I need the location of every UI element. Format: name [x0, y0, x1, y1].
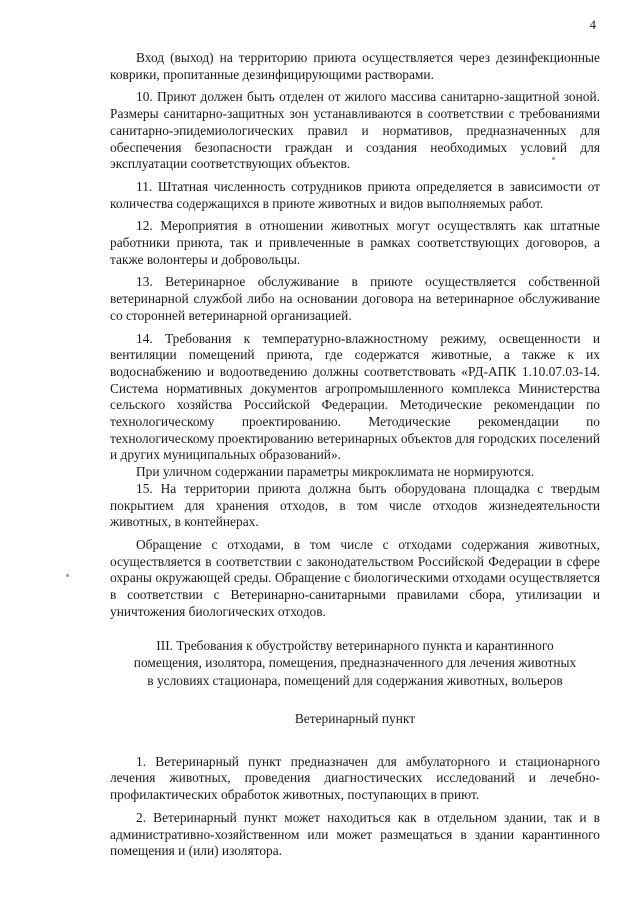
section-heading	[110, 637, 600, 690]
section-heading-line: в условиях стационара, помещений для содержания животных, вольеров	[147, 672, 563, 688]
paragraph-11-staffing: 11. Штатная численность сотрудников приюта определяется в зависимости от количества содержащихся в приюте животных и видов выполняемых работ.	[110, 178, 600, 211]
paragraph-14-microclimate: 14. Требования к температурно-влажностному режиму, освещенности и вентиляции помещений приюта, где содержатся животные, а также к их водоснабжению и водоотведению должны соответствовать «РД-АПК 1.10.07.03-14. Система нормативных документов агропромышленного комплекса Министерства сельского хозяйства Российской Федерации. Методические рекомендации по технологическому проектированию. Методические рекомендации по технологическому проектированию ветеринарных объектов для городских поселений и других муниципальных образований».	[110, 330, 600, 463]
paragraph-10-sanitary-zone: 10. Приют должен быть отделен от жилого массива санитарно-защитной зоной. Размеры санитарно-защитных зон устанавливаются в соответствии с требованиями санитарно-эпидемиологических правил и нормативов, предназначенных для обеспечения безопасности граждан и создания необходимых условий для эксплуатации соответствующих объектов.	[110, 89, 600, 172]
section-heading-line: III. Требования к обустройству ветеринарного пункта и карантинного	[156, 637, 554, 653]
paragraph-outdoor-microclimate: При уличном содержании параметры микроклимата не нормируются.	[136, 464, 535, 480]
paragraph-2-veterinary-point-location: 2. Ветеринарный пункт может находиться как в отдельном здании, так и в административно-хозяйственном или может размещаться в здании карантинного помещения и (или) изолятора.	[110, 809, 600, 859]
scan-speck	[552, 157, 555, 160]
paragraph-waste-handling: Обращение с отходами, в том числе с отходами содержания животных, осуществляется в соответствии с законодательством Российской Федерации в сфере охраны окружающей среды. Обращение с биологическими отходами осуществляется в соответствии с Ветеринарно-санитарными правилами сбора, утилизации и уничтожения биологических отходов.	[110, 536, 600, 619]
paragraph-entry-disinfection: Вход (выход) на территорию приюта осуществляется через дезинфекционные коврики, пропитанные дезинфицирующими растворами.	[110, 50, 600, 82]
page-number: 4	[589, 17, 596, 32]
paragraph-1-veterinary-point-purpose: 1. Ветеринарный пункт предназначен для амбулаторного и стационарного лечения животных, проведения диагностических исследований и лечебно-профилактических обработок животных, поступающих в приют.	[110, 753, 600, 803]
section-heading-line: помещения, изолятора, помещения, предназначенного для лечения животных	[133, 655, 577, 670]
document-body	[110, 50, 600, 866]
paragraph-13-veterinary-service: 13. Ветеринарное обслуживание в приюте осуществляется собственной ветеринарной службой либо на основании договора на ветеринарное обслуживание со сторонней ветеринарной организацией.	[110, 274, 600, 323]
scan-speck	[66, 574, 69, 577]
paragraph-12-animal-measures: 12. Мероприятия в отношении животных могут осуществлять как штатные работники приюта, так и привлеченные в рамках соответствующих договоров, а также волонтеры и добровольцы.	[110, 218, 600, 267]
subheading-veterinary-point: Ветеринарный пункт	[294, 711, 416, 726]
paragraph-15-waste-area: 15. На территории приюта должна быть оборудована площадка с твердым покрытием для хранения отходов, в том числе отходов жизнедеятельности животных, в контейнерах.	[110, 480, 600, 530]
